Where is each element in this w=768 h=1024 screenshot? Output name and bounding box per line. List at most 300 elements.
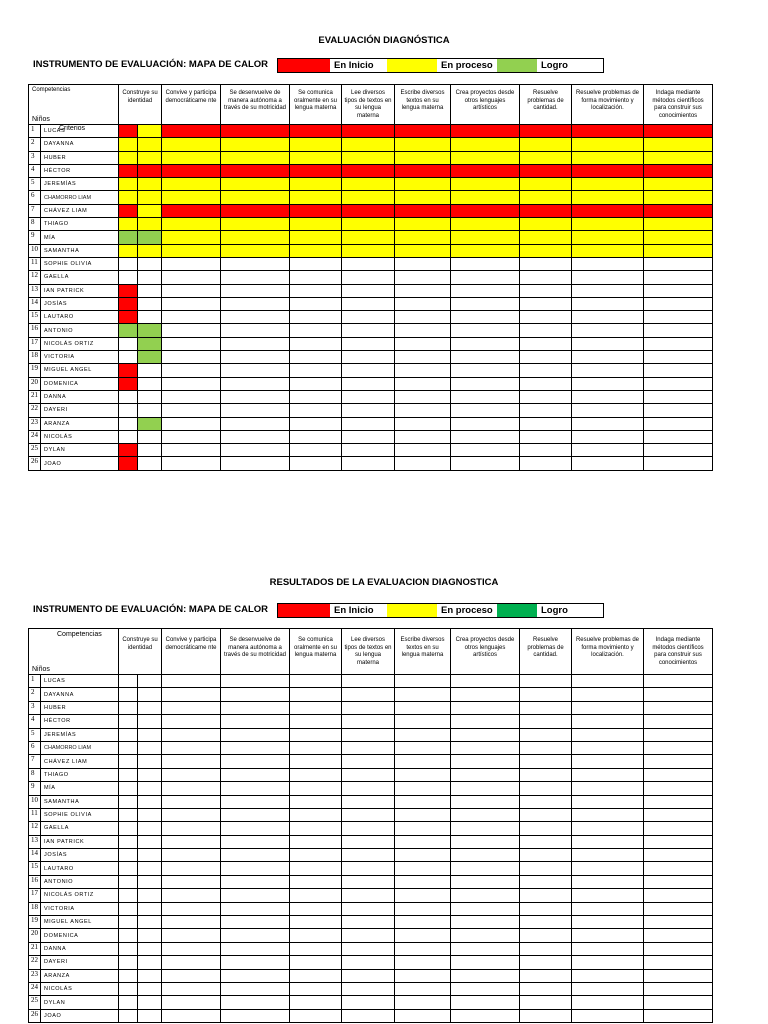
heatmap-cell[interactable] (221, 875, 290, 888)
heatmap-cell[interactable] (221, 417, 290, 430)
heatmap-cell[interactable] (290, 377, 342, 390)
heatmap-cell[interactable] (395, 351, 451, 364)
heatmap-cell[interactable] (520, 688, 572, 701)
heatmap-cell[interactable] (162, 284, 221, 297)
heatmap-cell[interactable] (162, 218, 221, 231)
heatmap-cell[interactable] (162, 390, 221, 403)
heatmap-cell[interactable] (342, 862, 395, 875)
heatmap-cell[interactable] (395, 755, 451, 768)
heatmap-cell[interactable] (162, 297, 221, 310)
heatmap-cell[interactable] (221, 151, 290, 164)
heatmap-cell[interactable] (221, 782, 290, 795)
heatmap-cell[interactable] (520, 929, 572, 942)
heatmap-cell[interactable] (342, 324, 395, 337)
heatmap-cell[interactable] (572, 164, 644, 177)
heatmap-cell[interactable] (138, 257, 162, 270)
heatmap-cell[interactable] (395, 782, 451, 795)
heatmap-cell[interactable] (342, 902, 395, 915)
heatmap-cell[interactable] (451, 337, 520, 350)
heatmap-cell[interactable] (644, 390, 713, 403)
heatmap-cell[interactable] (451, 284, 520, 297)
heatmap-cell[interactable] (290, 768, 342, 781)
heatmap-cell[interactable] (395, 902, 451, 915)
heatmap-cell[interactable] (162, 417, 221, 430)
heatmap-cell[interactable] (395, 808, 451, 821)
heatmap-cell[interactable] (644, 916, 713, 929)
heatmap-cell[interactable] (451, 728, 520, 741)
heatmap-cell[interactable] (119, 1009, 138, 1022)
heatmap-cell[interactable] (119, 982, 138, 995)
heatmap-cell[interactable] (520, 849, 572, 862)
heatmap-cell[interactable] (162, 1009, 221, 1022)
heatmap-cell[interactable] (342, 364, 395, 377)
heatmap-cell[interactable] (572, 889, 644, 902)
heatmap-cell[interactable] (572, 404, 644, 417)
heatmap-cell[interactable] (138, 982, 162, 995)
heatmap-cell[interactable] (162, 377, 221, 390)
heatmap-cell[interactable] (520, 257, 572, 270)
heatmap-cell[interactable] (119, 244, 138, 257)
heatmap-cell[interactable] (572, 1009, 644, 1022)
heatmap-cell[interactable] (572, 351, 644, 364)
heatmap-cell[interactable] (221, 364, 290, 377)
heatmap-cell[interactable] (395, 337, 451, 350)
heatmap-cell[interactable] (138, 231, 162, 244)
heatmap-cell[interactable] (138, 430, 162, 443)
heatmap-cell[interactable] (342, 715, 395, 728)
heatmap-cell[interactable] (221, 996, 290, 1009)
heatmap-cell[interactable] (451, 390, 520, 403)
heatmap-cell[interactable] (395, 715, 451, 728)
heatmap-cell[interactable] (342, 835, 395, 848)
heatmap-cell[interactable] (644, 417, 713, 430)
heatmap-cell[interactable] (138, 875, 162, 888)
heatmap-cell[interactable] (119, 969, 138, 982)
heatmap-cell[interactable] (342, 204, 395, 217)
heatmap-cell[interactable] (162, 444, 221, 457)
heatmap-cell[interactable] (342, 218, 395, 231)
heatmap-cell[interactable] (138, 138, 162, 151)
heatmap-cell[interactable] (221, 849, 290, 862)
heatmap-cell[interactable] (138, 324, 162, 337)
heatmap-cell[interactable] (572, 822, 644, 835)
heatmap-cell[interactable] (119, 996, 138, 1009)
heatmap-cell[interactable] (342, 916, 395, 929)
heatmap-cell[interactable] (119, 151, 138, 164)
heatmap-cell[interactable] (342, 982, 395, 995)
heatmap-cell[interactable] (290, 675, 342, 688)
heatmap-cell[interactable] (395, 675, 451, 688)
heatmap-cell[interactable] (644, 164, 713, 177)
heatmap-cell[interactable] (520, 390, 572, 403)
heatmap-cell[interactable] (395, 916, 451, 929)
heatmap-cell[interactable] (119, 324, 138, 337)
heatmap-cell[interactable] (520, 138, 572, 151)
heatmap-cell[interactable] (221, 164, 290, 177)
heatmap-cell[interactable] (520, 715, 572, 728)
heatmap-cell[interactable] (395, 191, 451, 204)
heatmap-cell[interactable] (138, 715, 162, 728)
heatmap-cell[interactable] (395, 728, 451, 741)
heatmap-cell[interactable] (342, 284, 395, 297)
heatmap-cell[interactable] (342, 377, 395, 390)
heatmap-cell[interactable] (644, 808, 713, 821)
heatmap-cell[interactable] (572, 257, 644, 270)
heatmap-cell[interactable] (221, 377, 290, 390)
heatmap-cell[interactable] (644, 218, 713, 231)
heatmap-cell[interactable] (138, 244, 162, 257)
heatmap-cell[interactable] (644, 284, 713, 297)
heatmap-cell[interactable] (119, 430, 138, 443)
heatmap-cell[interactable] (451, 178, 520, 191)
heatmap-cell[interactable] (290, 231, 342, 244)
heatmap-cell[interactable] (162, 675, 221, 688)
heatmap-cell[interactable] (572, 728, 644, 741)
heatmap-cell[interactable] (520, 444, 572, 457)
heatmap-cell[interactable] (119, 191, 138, 204)
heatmap-cell[interactable] (342, 808, 395, 821)
heatmap-cell[interactable] (119, 916, 138, 929)
heatmap-cell[interactable] (395, 404, 451, 417)
heatmap-cell[interactable] (395, 297, 451, 310)
heatmap-cell[interactable] (221, 430, 290, 443)
heatmap-cell[interactable] (451, 204, 520, 217)
heatmap-cell[interactable] (162, 138, 221, 151)
heatmap-cell[interactable] (644, 231, 713, 244)
heatmap-cell[interactable] (138, 417, 162, 430)
heatmap-cell[interactable] (119, 444, 138, 457)
heatmap-cell[interactable] (520, 191, 572, 204)
heatmap-cell[interactable] (138, 377, 162, 390)
heatmap-cell[interactable] (520, 457, 572, 470)
heatmap-cell[interactable] (290, 204, 342, 217)
heatmap-cell[interactable] (572, 377, 644, 390)
heatmap-cell[interactable] (290, 795, 342, 808)
heatmap-cell[interactable] (162, 741, 221, 754)
heatmap-cell[interactable] (290, 297, 342, 310)
heatmap-cell[interactable] (520, 404, 572, 417)
heatmap-cell[interactable] (221, 457, 290, 470)
heatmap-cell[interactable] (162, 969, 221, 982)
heatmap-cell[interactable] (395, 795, 451, 808)
heatmap-cell[interactable] (221, 675, 290, 688)
heatmap-cell[interactable] (162, 822, 221, 835)
heatmap-cell[interactable] (221, 444, 290, 457)
heatmap-cell[interactable] (162, 782, 221, 795)
heatmap-cell[interactable] (342, 337, 395, 350)
heatmap-cell[interactable] (138, 271, 162, 284)
heatmap-cell[interactable] (395, 956, 451, 969)
heatmap-cell[interactable] (290, 244, 342, 257)
heatmap-cell[interactable] (290, 929, 342, 942)
heatmap-cell[interactable] (162, 311, 221, 324)
heatmap-cell[interactable] (395, 688, 451, 701)
heatmap-cell[interactable] (119, 822, 138, 835)
heatmap-cell[interactable] (138, 178, 162, 191)
heatmap-cell[interactable] (119, 218, 138, 231)
heatmap-cell[interactable] (162, 204, 221, 217)
heatmap-cell[interactable] (520, 835, 572, 848)
heatmap-cell[interactable] (451, 244, 520, 257)
heatmap-cell[interactable] (342, 444, 395, 457)
heatmap-cell[interactable] (221, 916, 290, 929)
heatmap-cell[interactable] (520, 795, 572, 808)
heatmap-cell[interactable] (119, 956, 138, 969)
heatmap-cell[interactable] (162, 795, 221, 808)
heatmap-cell[interactable] (572, 862, 644, 875)
heatmap-cell[interactable] (221, 138, 290, 151)
heatmap-cell[interactable] (342, 675, 395, 688)
heatmap-cell[interactable] (395, 364, 451, 377)
heatmap-cell[interactable] (451, 688, 520, 701)
heatmap-cell[interactable] (451, 875, 520, 888)
heatmap-cell[interactable] (221, 688, 290, 701)
heatmap-cell[interactable] (572, 768, 644, 781)
heatmap-cell[interactable] (644, 297, 713, 310)
heatmap-cell[interactable] (162, 688, 221, 701)
heatmap-cell[interactable] (572, 218, 644, 231)
heatmap-cell[interactable] (221, 390, 290, 403)
heatmap-cell[interactable] (451, 969, 520, 982)
heatmap-cell[interactable] (572, 808, 644, 821)
heatmap-cell[interactable] (451, 218, 520, 231)
heatmap-cell[interactable] (138, 822, 162, 835)
heatmap-cell[interactable] (162, 916, 221, 929)
heatmap-cell[interactable] (520, 218, 572, 231)
heatmap-cell[interactable] (395, 218, 451, 231)
heatmap-cell[interactable] (520, 822, 572, 835)
heatmap-cell[interactable] (290, 404, 342, 417)
heatmap-cell[interactable] (119, 138, 138, 151)
heatmap-cell[interactable] (162, 982, 221, 995)
heatmap-cell[interactable] (342, 244, 395, 257)
heatmap-cell[interactable] (644, 741, 713, 754)
heatmap-cell[interactable] (290, 808, 342, 821)
heatmap-cell[interactable] (572, 297, 644, 310)
heatmap-cell[interactable] (451, 768, 520, 781)
heatmap-cell[interactable] (520, 996, 572, 1009)
heatmap-cell[interactable] (290, 715, 342, 728)
heatmap-cell[interactable] (138, 1009, 162, 1022)
heatmap-cell[interactable] (162, 125, 221, 138)
heatmap-cell[interactable] (395, 741, 451, 754)
heatmap-cell[interactable] (119, 782, 138, 795)
heatmap-cell[interactable] (572, 675, 644, 688)
heatmap-cell[interactable] (290, 311, 342, 324)
heatmap-cell[interactable] (119, 271, 138, 284)
heatmap-cell[interactable] (290, 755, 342, 768)
heatmap-cell[interactable] (572, 125, 644, 138)
heatmap-cell[interactable] (572, 244, 644, 257)
heatmap-cell[interactable] (644, 337, 713, 350)
heatmap-cell[interactable] (395, 969, 451, 982)
heatmap-cell[interactable] (138, 956, 162, 969)
heatmap-cell[interactable] (342, 969, 395, 982)
heatmap-cell[interactable] (290, 996, 342, 1009)
heatmap-cell[interactable] (644, 364, 713, 377)
heatmap-cell[interactable] (451, 271, 520, 284)
heatmap-cell[interactable] (221, 218, 290, 231)
heatmap-cell[interactable] (572, 982, 644, 995)
heatmap-cell[interactable] (520, 782, 572, 795)
heatmap-cell[interactable] (520, 956, 572, 969)
heatmap-cell[interactable] (162, 151, 221, 164)
heatmap-cell[interactable] (644, 942, 713, 955)
heatmap-cell[interactable] (451, 862, 520, 875)
heatmap-cell[interactable] (644, 822, 713, 835)
heatmap-cell[interactable] (644, 982, 713, 995)
heatmap-cell[interactable] (644, 430, 713, 443)
heatmap-cell[interactable] (520, 430, 572, 443)
heatmap-cell[interactable] (138, 849, 162, 862)
heatmap-cell[interactable] (644, 377, 713, 390)
heatmap-cell[interactable] (572, 138, 644, 151)
heatmap-cell[interactable] (290, 351, 342, 364)
heatmap-cell[interactable] (520, 875, 572, 888)
heatmap-cell[interactable] (572, 755, 644, 768)
heatmap-cell[interactable] (451, 982, 520, 995)
heatmap-cell[interactable] (644, 996, 713, 1009)
heatmap-cell[interactable] (138, 151, 162, 164)
heatmap-cell[interactable] (290, 138, 342, 151)
heatmap-cell[interactable] (644, 404, 713, 417)
heatmap-cell[interactable] (520, 728, 572, 741)
heatmap-cell[interactable] (162, 351, 221, 364)
heatmap-cell[interactable] (138, 164, 162, 177)
heatmap-cell[interactable] (395, 457, 451, 470)
heatmap-cell[interactable] (451, 675, 520, 688)
heatmap-cell[interactable] (451, 755, 520, 768)
heatmap-cell[interactable] (520, 151, 572, 164)
heatmap-cell[interactable] (221, 351, 290, 364)
heatmap-cell[interactable] (119, 675, 138, 688)
heatmap-cell[interactable] (520, 969, 572, 982)
heatmap-cell[interactable] (162, 835, 221, 848)
heatmap-cell[interactable] (221, 125, 290, 138)
heatmap-cell[interactable] (572, 701, 644, 714)
heatmap-cell[interactable] (221, 889, 290, 902)
heatmap-cell[interactable] (119, 257, 138, 270)
heatmap-cell[interactable] (395, 444, 451, 457)
heatmap-cell[interactable] (138, 688, 162, 701)
heatmap-cell[interactable] (162, 728, 221, 741)
heatmap-cell[interactable] (644, 271, 713, 284)
heatmap-cell[interactable] (395, 996, 451, 1009)
heatmap-cell[interactable] (138, 404, 162, 417)
heatmap-cell[interactable] (644, 969, 713, 982)
heatmap-cell[interactable] (451, 929, 520, 942)
heatmap-cell[interactable] (162, 875, 221, 888)
heatmap-cell[interactable] (119, 284, 138, 297)
heatmap-cell[interactable] (290, 125, 342, 138)
heatmap-cell[interactable] (290, 956, 342, 969)
heatmap-cell[interactable] (290, 1009, 342, 1022)
heatmap-cell[interactable] (572, 835, 644, 848)
heatmap-cell[interactable] (138, 444, 162, 457)
heatmap-cell[interactable] (572, 688, 644, 701)
heatmap-cell[interactable] (290, 822, 342, 835)
heatmap-cell[interactable] (520, 297, 572, 310)
heatmap-cell[interactable] (342, 956, 395, 969)
heatmap-cell[interactable] (451, 822, 520, 835)
heatmap-cell[interactable] (451, 996, 520, 1009)
heatmap-cell[interactable] (162, 178, 221, 191)
heatmap-cell[interactable] (395, 982, 451, 995)
heatmap-cell[interactable] (572, 417, 644, 430)
heatmap-cell[interactable] (342, 138, 395, 151)
heatmap-cell[interactable] (644, 728, 713, 741)
heatmap-cell[interactable] (644, 875, 713, 888)
heatmap-cell[interactable] (221, 808, 290, 821)
heatmap-cell[interactable] (520, 768, 572, 781)
heatmap-cell[interactable] (221, 191, 290, 204)
heatmap-cell[interactable] (162, 701, 221, 714)
heatmap-cell[interactable] (138, 364, 162, 377)
heatmap-cell[interactable] (138, 916, 162, 929)
heatmap-cell[interactable] (451, 430, 520, 443)
heatmap-cell[interactable] (395, 151, 451, 164)
heatmap-cell[interactable] (644, 244, 713, 257)
heatmap-cell[interactable] (138, 297, 162, 310)
heatmap-cell[interactable] (221, 795, 290, 808)
heatmap-cell[interactable] (162, 889, 221, 902)
heatmap-cell[interactable] (395, 862, 451, 875)
heatmap-cell[interactable] (520, 701, 572, 714)
heatmap-cell[interactable] (221, 271, 290, 284)
heatmap-cell[interactable] (221, 942, 290, 955)
heatmap-cell[interactable] (572, 849, 644, 862)
heatmap-cell[interactable] (290, 337, 342, 350)
heatmap-cell[interactable] (644, 929, 713, 942)
heatmap-cell[interactable] (451, 417, 520, 430)
heatmap-cell[interactable] (395, 701, 451, 714)
heatmap-cell[interactable] (520, 942, 572, 955)
heatmap-cell[interactable] (342, 822, 395, 835)
heatmap-cell[interactable] (395, 231, 451, 244)
heatmap-cell[interactable] (342, 875, 395, 888)
heatmap-cell[interactable] (119, 728, 138, 741)
heatmap-cell[interactable] (342, 688, 395, 701)
heatmap-cell[interactable] (451, 715, 520, 728)
heatmap-cell[interactable] (138, 390, 162, 403)
heatmap-cell[interactable] (221, 297, 290, 310)
heatmap-cell[interactable] (162, 430, 221, 443)
heatmap-cell[interactable] (221, 231, 290, 244)
heatmap-cell[interactable] (451, 916, 520, 929)
heatmap-cell[interactable] (138, 741, 162, 754)
heatmap-cell[interactable] (221, 1009, 290, 1022)
heatmap-cell[interactable] (395, 875, 451, 888)
heatmap-cell[interactable] (119, 902, 138, 915)
heatmap-cell[interactable] (119, 457, 138, 470)
heatmap-cell[interactable] (290, 728, 342, 741)
heatmap-cell[interactable] (162, 257, 221, 270)
heatmap-cell[interactable] (221, 902, 290, 915)
heatmap-cell[interactable] (520, 125, 572, 138)
heatmap-cell[interactable] (342, 1009, 395, 1022)
heatmap-cell[interactable] (572, 782, 644, 795)
heatmap-cell[interactable] (221, 755, 290, 768)
heatmap-cell[interactable] (119, 311, 138, 324)
heatmap-cell[interactable] (395, 417, 451, 430)
heatmap-cell[interactable] (221, 862, 290, 875)
heatmap-cell[interactable] (290, 191, 342, 204)
heatmap-cell[interactable] (644, 351, 713, 364)
heatmap-cell[interactable] (290, 835, 342, 848)
heatmap-cell[interactable] (520, 364, 572, 377)
heatmap-cell[interactable] (451, 849, 520, 862)
heatmap-cell[interactable] (572, 741, 644, 754)
